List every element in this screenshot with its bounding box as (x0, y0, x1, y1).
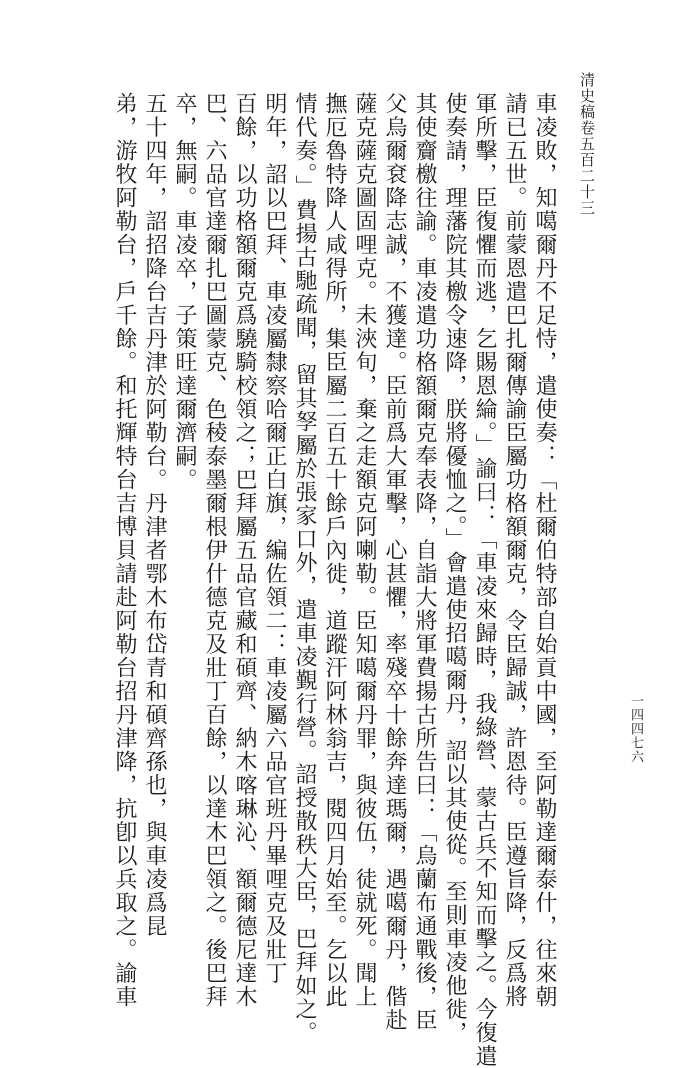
running-header: 清史稿卷五百二十三 (578, 72, 596, 216)
text-column: 百餘，以功格額爾克爲驍騎校領之；巴拜屬五品官藏和碩齊、納木喀琳沁、額爾德尼達木 (232, 92, 257, 1009)
page-number: 一四四七六 (628, 694, 643, 764)
text-column: 軍所擊，臣復懼而逃，乞賜恩綸。」諭曰：「車凌來歸時，我綠營、蒙古兵不知而擊之。今復遣 (472, 92, 497, 1068)
text-column: 五十四年，詔招降台吉丹津於阿勒台。丹津者鄂木布岱青和碩齊孫也，與車凌爲昆 (142, 92, 167, 938)
text-column: 弟，游牧阿勒台，戶千餘。和托輝特台吉博貝請赴阿勒台招丹津降，抗卽以兵取之。諭車 (112, 92, 137, 1009)
text-column: 薩克薩克圖固哩克。未浹旬，棄之走額克阿喇勒。臣知噶爾丹罪，與彼伍，徒就死。聞上 (352, 92, 377, 1009)
text-column: 使奏請，理藩院其檄令速降，朕將優恤之。」會遣使招噶爾丹，詔以其使從。至則車凌他徙， (442, 92, 467, 1045)
text-column: 卒，無嗣。車凌卒，子策旺達爾濟嗣。 (172, 92, 197, 492)
text-column: 撫厄魯特降人咸得所，集臣屬二百五十餘戶內徙，道蹤汗阿林翁吉，閱四月始至。乞以此 (322, 92, 347, 1009)
text-column: 情代奏。」費揚古馳疏聞，留其孥屬於張家口外，遣車凌覲行營。詔授散秩大臣，巴拜如之。 (292, 92, 317, 1045)
text-column: 巴、六品官達爾扎巴圖蒙克、色稜泰墨爾根伊什德克及壯丁百餘，以達木巴領之。後巴拜 (202, 92, 227, 1009)
text-column: 請已五世。前蒙恩遣巴扎爾傳諭臣屬功格額爾克，令臣歸誠，許恩待。臣遵旨降，反爲將 (502, 92, 527, 1009)
text-column: 父烏爾袞降志誠，不獲達。臣前爲大軍擊，心甚懼，率殘卒十餘奔達瑪爾，遇噶爾丹，偕赴 (382, 92, 407, 1032)
text-column: 明年，詔以巴拜、車凌屬隸察哈爾正白旗，編佐領二：車凌屬六品官班丹畢哩克及壯丁 (262, 92, 287, 985)
text-body (112, 92, 559, 1068)
text-column: 車凌敗，知噶爾丹不足恃，遣使奏：「杜爾伯特部自始貢中國，至阿勒達爾泰什，往來朝 (532, 92, 557, 1009)
text-column: 其使齎檄往諭。車凌遣功格額爾克奉表降，自詣大將軍費揚古所告曰：「烏蘭布通戰後，臣 (412, 92, 437, 1032)
